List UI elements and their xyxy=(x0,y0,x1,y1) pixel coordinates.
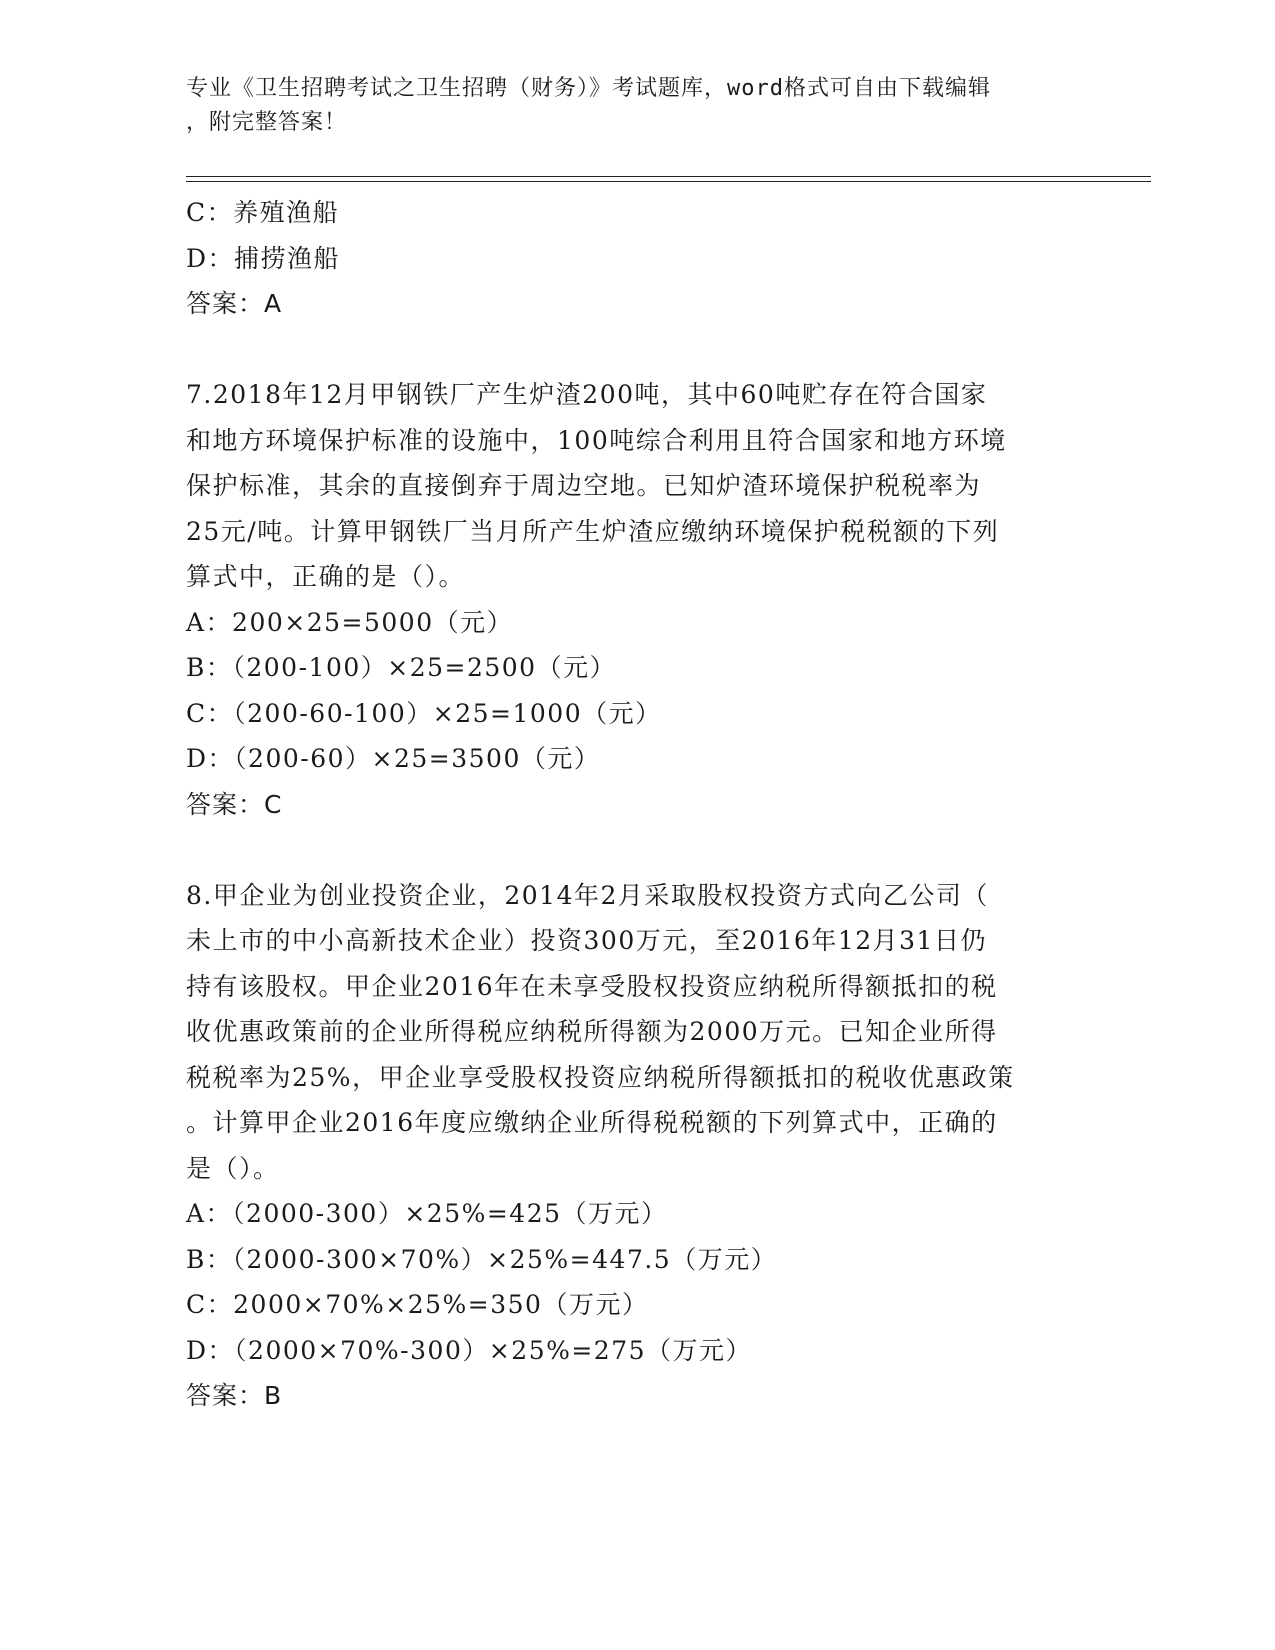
spacer xyxy=(186,827,1086,873)
question-text-line: 保护标准，其余的直接倒弃于周边空地。已知炉渣环境保护税税率为 xyxy=(186,471,982,500)
question-text-line: 未上市的中小高新技术企业）投资300万元，至2016年12月31日仍 xyxy=(186,926,987,955)
spacer xyxy=(186,327,1086,373)
option-b: B：（200-100）×25=2500（元） xyxy=(186,653,617,682)
answer: 答案：A xyxy=(186,289,283,318)
question-text-line: 和地方环境保护标准的设施中，100吨综合利用且符合国家和地方环境 xyxy=(186,425,1007,455)
question-text-line: 7.2018年12月甲钢铁厂产生炉渣200吨，其中60吨贮存在符合国家 xyxy=(186,380,988,409)
question-6-tail xyxy=(186,190,1086,327)
header-divider-top xyxy=(186,176,1151,177)
question-text-line: 25元/吨。计算甲钢铁厂当月所产生炉渣应缴纳环境保护税税额的下列 xyxy=(186,516,1000,546)
answer: 答案：C xyxy=(186,789,283,819)
option-d: D：（200-60）×25=3500（元） xyxy=(186,744,601,773)
question-text-line: 8.甲企业为创业投资企业，2014年2月采取股权投资方式向乙公司（ xyxy=(186,880,989,910)
option-a: A：200×25=5000（元） xyxy=(186,607,514,637)
question-text-line: 算式中，正确的是（）。 xyxy=(186,562,466,591)
question-text-line: 收优惠政策前的企业所得税应纳税所得额为2000万元。已知企业所得 xyxy=(186,1017,998,1046)
option-c: C：2000×70%×25%=350（万元） xyxy=(186,1290,649,1319)
option-d: D：（2000×70%-300）×25%=275（万元） xyxy=(186,1335,753,1365)
header-line-2: ，附完整答案！ xyxy=(186,110,348,135)
document-header xyxy=(186,72,1086,140)
question-text-line: 持有该股权。甲企业2016年在未享受股权投资应纳税所得额抵扣的税 xyxy=(186,971,998,1001)
question-text-line: 。计算甲企业2016年度应缴纳企业所得税税额的下列算式中，正确的 xyxy=(186,1108,998,1137)
header-line-1: 专业《卫生招聘考试之卫生招聘（财务）》考试题库，word格式可自由下载编辑 xyxy=(186,76,991,101)
question-8 xyxy=(186,873,1086,1419)
header-divider-bottom xyxy=(186,181,1151,182)
answer: 答案：B xyxy=(186,1381,283,1410)
option-c: C：（200-60-100）×25=1000（元） xyxy=(186,698,662,728)
option-a: A：（2000-300）×25%=425（万元） xyxy=(186,1199,668,1228)
question-7 xyxy=(186,372,1086,827)
option-c: C：养殖渔船 xyxy=(186,198,340,227)
option-d: D：捕捞渔船 xyxy=(186,243,341,273)
document-body xyxy=(186,190,1086,1419)
question-text-line: 是（）。 xyxy=(186,1153,280,1183)
option-b: B：（2000-300×70%）×25%=447.5（万元） xyxy=(186,1244,778,1274)
question-text-line: 税税率为25%，甲企业享受股权投资应纳税所得额抵扣的税收优惠政策 xyxy=(186,1062,1015,1092)
